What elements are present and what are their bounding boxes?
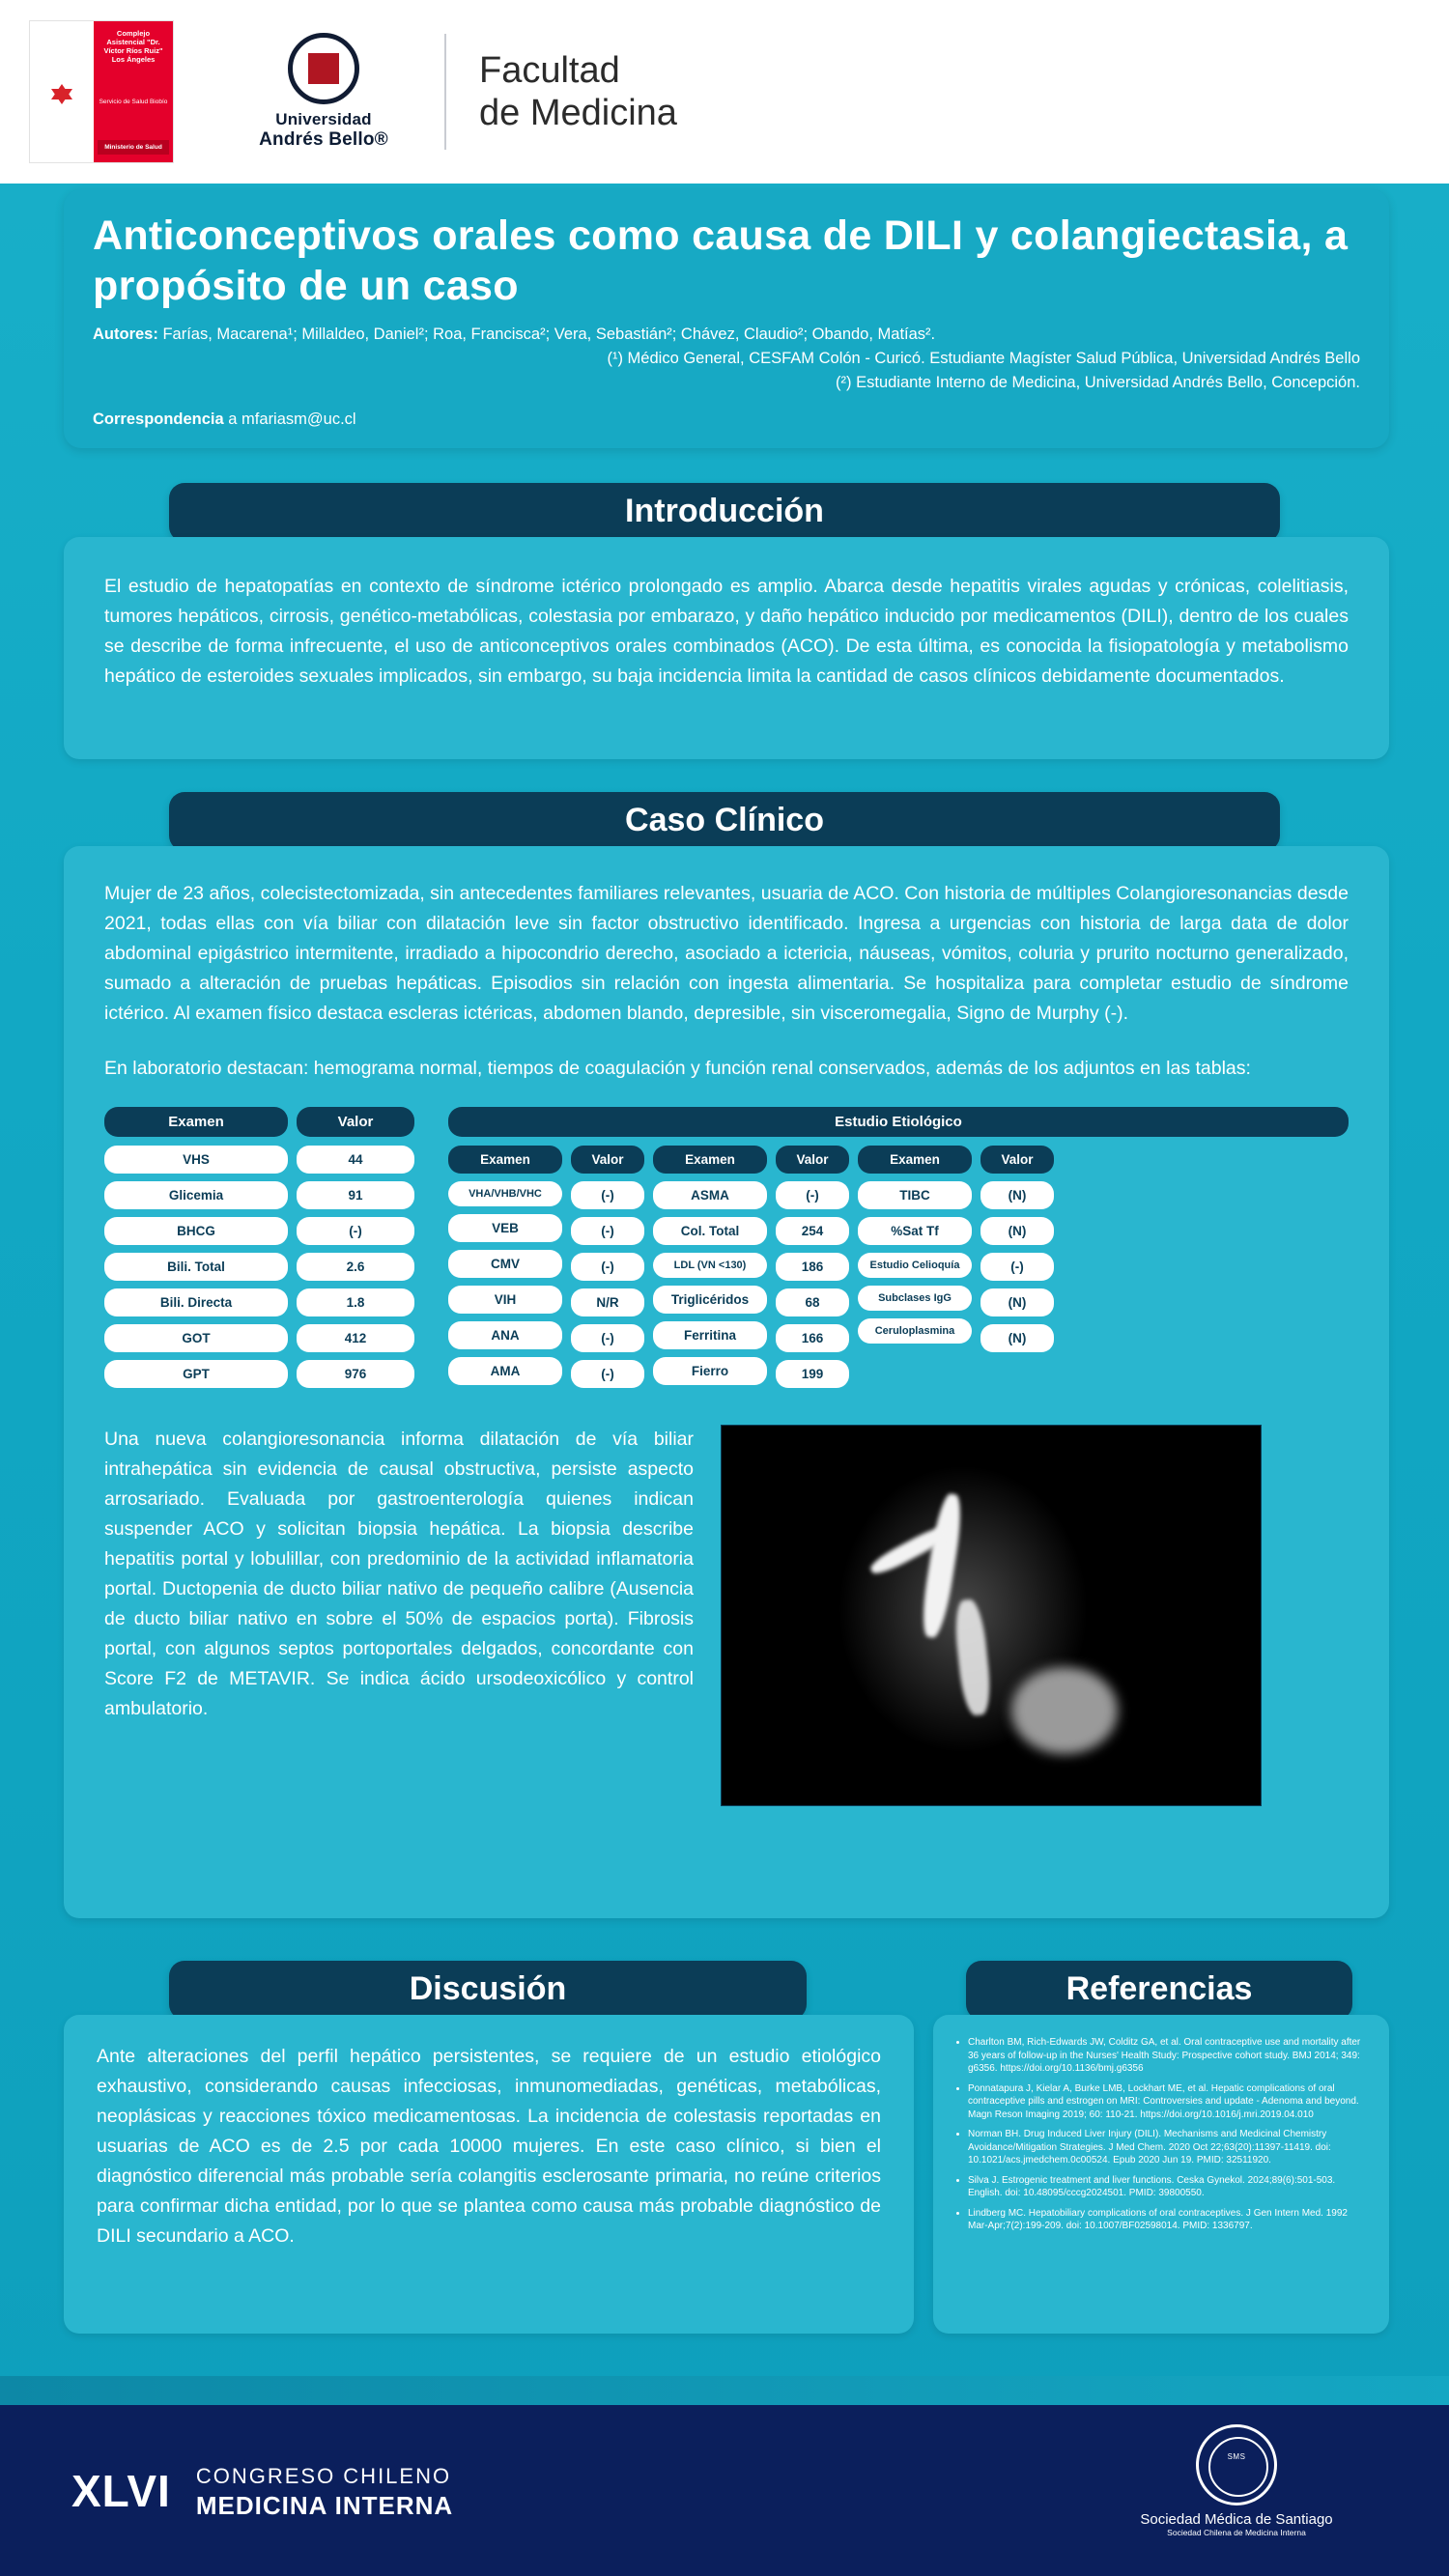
table-cell-value: (-): [571, 1253, 644, 1281]
table-right-header: Examen: [448, 1146, 562, 1174]
authors-line3: (²) Estudiante Interno de Medicina, Universidad Andrés Bello, Concepción.: [836, 374, 1360, 391]
table-row: VHA/VHB/VHC: [448, 1181, 562, 1206]
table-row: Bili. Total: [104, 1253, 288, 1281]
gob-line1: Complejo Asistencial "Dr. Víctor Ríos Ruiz" Los Ángeles: [103, 29, 163, 64]
discusion-text: Ante alteraciones del perfil hepático persistentes, se requiere de un estudio etiológico exhaustivo, considerando causas infecciosas, inmunomediadas, genéticas, metabólicas, neoplásicas y reacciones tóxico medicamentosas. La incidencia de colestasis reportadas en usuarias de ACO es de 2.5 por cada 10000 mujeres. En este caso clínico, si bien el diagnóstico diferencial más probable sería colangitis esclerosante primaria, no reúne criterios para confirmar dicha entidad, por lo que se plantea como causa más probable diagnóstico de DILI secundario a ACO.: [97, 2046, 881, 2247]
section-heading-introduccion: Introducción: [169, 483, 1280, 542]
section-heading-caso-clinico: Caso Clínico: [169, 792, 1280, 851]
table-cell-value: (-): [571, 1217, 644, 1245]
introduccion-text: El estudio de hepatopatías en contexto de síndrome ictérico prolongado es amplio. Abarca desde hepatitis virales agudas y crónicas, colelitiasis, tumores hepáticos, cirrosis, genético-metabólicas, colestasia por embarazo, y daño hepático inducido por medicamentos (DILI), dentro de los cuales se describe de forma infrecuente, el uso de anticonceptivos orales combinados (ACO). De esta última, es conocida la fisiopatología y metabolismo hepático de esteroides sexuales implicados, sin embargo, su baja incidencia limita la cantidad de casos clínicos debidamente documentados.: [104, 576, 1349, 687]
list-item: • Norman BH. Drug Induced Liver Injury (DILI). Mechanisms and Medicinal Chemistry Avoidance/Mitigation Strategies. J Med Chem. 2020 Oct 22;63(20):11397-11419. doi: 10.1021/acs.jmedchem.0c00524. Epub 2020 Jun 19. PMID: 32511920.: [968, 2128, 1370, 2167]
tables-row: [104, 1107, 1349, 1396]
table-cell-value: (-): [571, 1181, 644, 1209]
narrative-row: [104, 1425, 1349, 1806]
table-row: CMV: [448, 1250, 562, 1278]
table-row: Triglicéridos: [653, 1286, 767, 1314]
section-panel-referencias: [933, 2015, 1389, 2334]
caso-clinico-text: Mujer de 23 años, colecistectomizada, sin antecedentes familiares relevantes, usuaria de ACO. Con historia de múltiples Colangioresonancias desde 2021, todas ellas con vía biliar con dilatación leve sin factor obstructivo identificado. Ingresa a urgencias con historia de larga data de dolor abdominal epigástrico intermitente, irradiado a hipocondrio derecho, asociado a ictericia, náuseas, vómitos, coluria y prurito nocturno generalizado, sumado a alteración de pruebas hepáticas. Episodios sin relación con ingesta alimentaria. Se hospitaliza para completar estudio de síndrome ictérico. Al examen físico destaca escleras ictéricas, abdomen blando, depresible, sin visceromegalia, Signo de Murphy (-).: [104, 883, 1349, 1024]
authors-label: Autores:: [93, 326, 158, 343]
table-row: VEB: [448, 1214, 562, 1242]
logo-sms: [1092, 2424, 1381, 2537]
table-cell-value: 2.6: [297, 1253, 414, 1281]
caso-narrative-text: Una nueva colangioresonancia informa dilatación de vía biliar intrahepática sin evidencia de causal obstructiva, persiste aspecto arrosariado. Evaluada por gastroenterología quienes indican suspender ACO y solicitan biopsia hepática. La biopsia describe hepatitis portal y lobulillar, con predominio de la actividad inflamatoria portal. Ductopenia de ducto biliar nativo de pequeño calibre (Ausencia de ducto biliar nativo en sobre el 50% de espacios porta). Fibrosis portal, con algunos septos portoportales delgados, concordante con Score F2 de METAVIR. Se indica ácido ursodeoxicólico y control ambulatorio.: [104, 1429, 694, 1719]
authors-line1: Farías, Macarena¹; Millaldeo, Daniel²; Roa, Francisca²; Vera, Sebastián²; Chávez, Claudio²; Obando, Matías².: [162, 326, 936, 343]
table-row: VHS: [104, 1146, 288, 1174]
table-row: VIH: [448, 1286, 562, 1314]
correspondence-label: Correspondencia: [93, 410, 224, 428]
logo-unab: [232, 33, 415, 151]
correspondence-value: a mfariasm@uc.cl: [228, 410, 356, 428]
table-cell-value: 166: [776, 1324, 849, 1352]
table-right-header: Valor: [776, 1146, 849, 1174]
table-row: Col. Total: [653, 1217, 767, 1245]
sms-seal-icon: [1196, 2424, 1277, 2505]
list-item: • Charlton BM, Rich-Edwards JW, Colditz GA, et al. Oral contraceptive use and mortality after 36 years of follow-up in the Nurses' Health Study: Prospective cohort study. BMJ 2014; 349: g6356. https://doi.org/10.1136/bmj.g6356: [968, 2036, 1370, 2076]
table-row: ASMA: [653, 1181, 767, 1209]
table-cell-value: (-): [571, 1360, 644, 1388]
page-title: Anticonceptivos orales como causa de DILI y colangiectasia, a propósito de un caso: [93, 212, 1349, 309]
table-cell-value: (N): [980, 1288, 1054, 1316]
section-heading-discusion: Discusión: [169, 1961, 807, 2020]
list-item: • Silva J. Estrogenic treatment and liver functions. Ceska Gynekol. 2024;89(6):501-503. English. doi: 10.48095/cccg2024501. PMID: 39800550.: [968, 2174, 1370, 2200]
table-row: GOT: [104, 1324, 288, 1352]
poster-header: [0, 0, 1449, 184]
chile-star-icon: [30, 21, 94, 162]
table-cell-value: (-): [297, 1217, 414, 1245]
sms-line1: Sociedad Médica de Santiago: [1140, 2511, 1333, 2528]
list-item: • Ponnatapura J, Kielar A, Burke LMB, Lockhart ME, et al. Hepatic complications of oral contraceptive pills and estrogen on MRI: Controversies and update - Adenoma and beyond. Magn Reson Imaging 2019; 60: 110-21. https://doi.org/10.1016/j.mri.2019.04.010: [968, 2082, 1370, 2122]
table-cell-value: 412: [297, 1324, 414, 1352]
table-cell-value: (-): [980, 1253, 1054, 1281]
title-card: [64, 189, 1389, 448]
section-panel-discusion: [64, 2015, 914, 2334]
gob-line3: Ministerio de Salud: [98, 140, 169, 155]
table-labs-basic: [104, 1107, 423, 1396]
congress-line2: MEDICINA INTERNA: [195, 2490, 454, 2520]
header-divider: [444, 34, 446, 150]
table-row: BHCG: [104, 1217, 288, 1245]
list-item: • Lindberg MC. Hepatobiliary complications of oral contraceptives. J Gen Intern Med. 1992 Mar-Apr;7(2):199-209. doi: 10.1007/BF02598014. PMID: 1336797.: [968, 2207, 1370, 2233]
congress-line1: CONGRESO CHILENO: [195, 2463, 452, 2488]
table-cell-value: (N): [980, 1181, 1054, 1209]
table-row: ANA: [448, 1321, 562, 1349]
table-cell-value: (N): [980, 1324, 1054, 1352]
table-left-header-valor: Valor: [297, 1107, 414, 1137]
table-row: TIBC: [858, 1181, 972, 1209]
faculty-line1: Facultad: [479, 50, 620, 91]
table-cell-value: 199: [776, 1360, 849, 1388]
section-heading-referencias: Referencias: [966, 1961, 1352, 2020]
table-row: Estudio Celioquía: [858, 1253, 972, 1278]
table-cell-value: (-): [571, 1324, 644, 1352]
table-cell-value: (-): [776, 1181, 849, 1209]
section-panel-introduccion: [64, 537, 1389, 759]
sms-badge-text: SMS: [1227, 2452, 1246, 2461]
table-cell-value: 976: [297, 1360, 414, 1388]
authors-block: [93, 323, 1360, 395]
correspondence: [93, 410, 1360, 429]
table-right-caption: Estudio Etiológico: [448, 1107, 1349, 1137]
lab-intro-text: En laboratorio destacan: hemograma normal, tiempos de coagulación y función renal conservados, además de los adjuntos en las tablas:: [104, 1058, 1251, 1079]
logo-gobierno-chile: [29, 20, 174, 163]
table-left-header-examen: Examen: [104, 1107, 288, 1137]
authors-line2: (¹) Médico General, CESFAM Colón - Curicó. Estudiante Magíster Salud Pública, Universidad Andrés Bello: [607, 350, 1360, 367]
table-row: GPT: [104, 1360, 288, 1388]
section-panel-caso-clinico: [64, 846, 1389, 1918]
congress-number: XLVI: [71, 2465, 171, 2516]
table-row: %Sat Tf: [858, 1217, 972, 1245]
table-row: Glicemia: [104, 1181, 288, 1209]
table-cell-value: 186: [776, 1253, 849, 1281]
table-row: Bili. Directa: [104, 1288, 288, 1316]
unab-line2: Andrés Bello®: [259, 129, 388, 150]
references-list: [956, 2036, 1370, 2233]
table-cell-value: 44: [297, 1146, 414, 1174]
mrcp-image: [721, 1425, 1262, 1806]
table-right-header: Valor: [980, 1146, 1054, 1174]
sms-line2: Sociedad Chilena de Medicina Interna: [1167, 2528, 1306, 2537]
table-cell-value: 68: [776, 1288, 849, 1316]
table-row: Subclases IgG: [858, 1286, 972, 1311]
table-cell-value: 91: [297, 1181, 414, 1209]
table-right-header: Valor: [571, 1146, 644, 1174]
table-cell-value: 254: [776, 1217, 849, 1245]
table-cell-value: N/R: [571, 1288, 644, 1316]
table-estudio-etiologico: [448, 1107, 1349, 1396]
faculty-line2: de Medicina: [479, 93, 677, 133]
faculty-name: [479, 49, 677, 134]
table-row: AMA: [448, 1357, 562, 1385]
table-cell-value: 1.8: [297, 1288, 414, 1316]
table-row: Ceruloplasmina: [858, 1318, 972, 1344]
table-cell-value: (N): [980, 1217, 1054, 1245]
table-row: LDL (VN <130): [653, 1253, 767, 1278]
table-row: Fierro: [653, 1357, 767, 1385]
unab-line1: Universidad: [275, 110, 372, 128]
gob-line2: Servicio de Salud Biobío: [99, 99, 168, 105]
table-right-header: Examen: [653, 1146, 767, 1174]
unab-shield-icon: [288, 33, 359, 104]
table-right-header: Examen: [858, 1146, 972, 1174]
table-row: Ferritina: [653, 1321, 767, 1349]
congress-name: [196, 2462, 453, 2520]
footer-gradient-strip: [0, 2376, 1449, 2405]
